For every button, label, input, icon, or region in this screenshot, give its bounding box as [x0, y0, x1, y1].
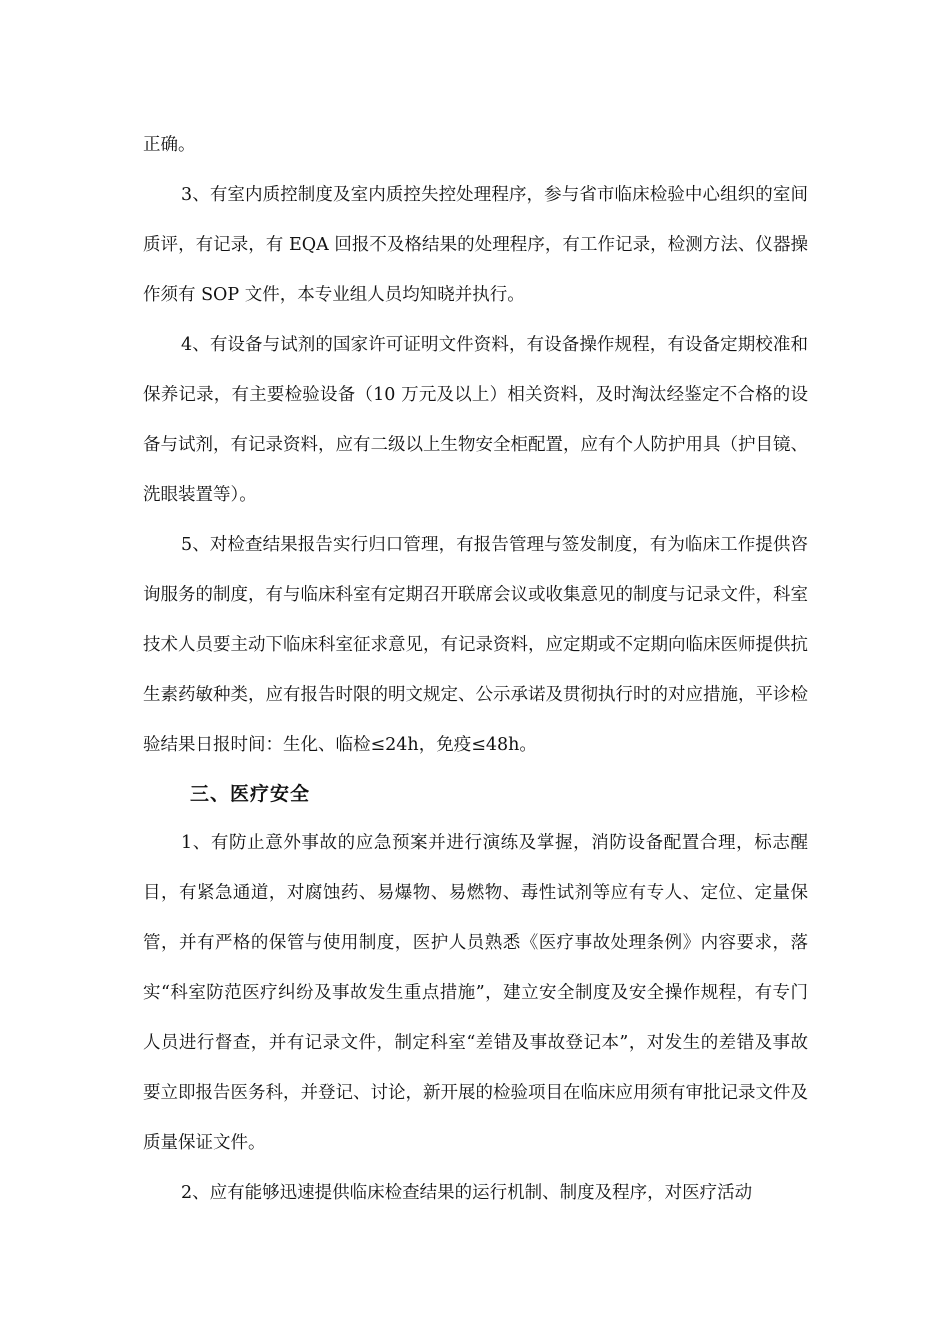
paragraph-item-4: 4、有设备与试剂的国家许可证明文件资料，有设备操作规程，有设备定期校准和保养记录，有主要检验设备（10 万元及以上）相关资料，及时淘汰经鉴定不合格的设备与试剂，有记录资料，应有二级以上生物安全柜配置，应有个人防护用具（护目镜、洗眼装置等）。 [143, 335, 808, 505]
paragraph-item-5: 5、对检查结果报告实行归口管理，有报告管理与签发制度，有为临床工作提供咨询服务的制度，有与临床科室有定期召开联席会议或收集意见的制度与记录文件，科室技术人员要主动下临床科室征求意见，有记录资料，应定期或不定期向临床医师提供抗生素药敏种类，应有报告时限的明文规定、公示承诺及贯彻执行时的对应措施，平诊检验结果日报时间：生化、临检≤24h，免疫≤48h。 [143, 535, 808, 755]
paragraph-continuation: 正确。 [143, 135, 196, 155]
section-paragraph-item-1: 1、有防止意外事故的应急预案并进行演练及掌握，消防设备配置合理，标志醒目，有紧急通道，对腐蚀药、易爆物、易燃物、毒性试剂等应有专人、定位、定量保管，并有严格的保管与使用制度，医护人员熟悉《医疗事故处理条例》内容要求，落实“科室防范医疗纠纷及事故发生重点措施”，建立安全制度及安全操作规程，有专门人员进行督查，并有记录文件，制定科室“差错及事故登记本”，对发生的差错及事故要立即报告医务科，并登记、讨论，新开展的检验项目在临床应用须有审批记录文件及质量保证文件。 [143, 833, 808, 1153]
section-heading: 三、医疗安全 [190, 783, 311, 805]
section-paragraph-item-2: 2、应有能够迅速提供临床检查结果的运行机制、制度及程序，对医疗活动 [181, 1183, 753, 1203]
document-body [143, 120, 808, 1218]
paragraph-item-3: 3、有室内质控制度及室内质控失控处理程序，参与省市临床检验中心组织的室间质评，有记录，有 EQA 回报不及格结果的处理程序，有工作记录，检测方法、仪器操作须有 SOP 文件，本专业组人员均知晓并执行。 [143, 185, 808, 305]
